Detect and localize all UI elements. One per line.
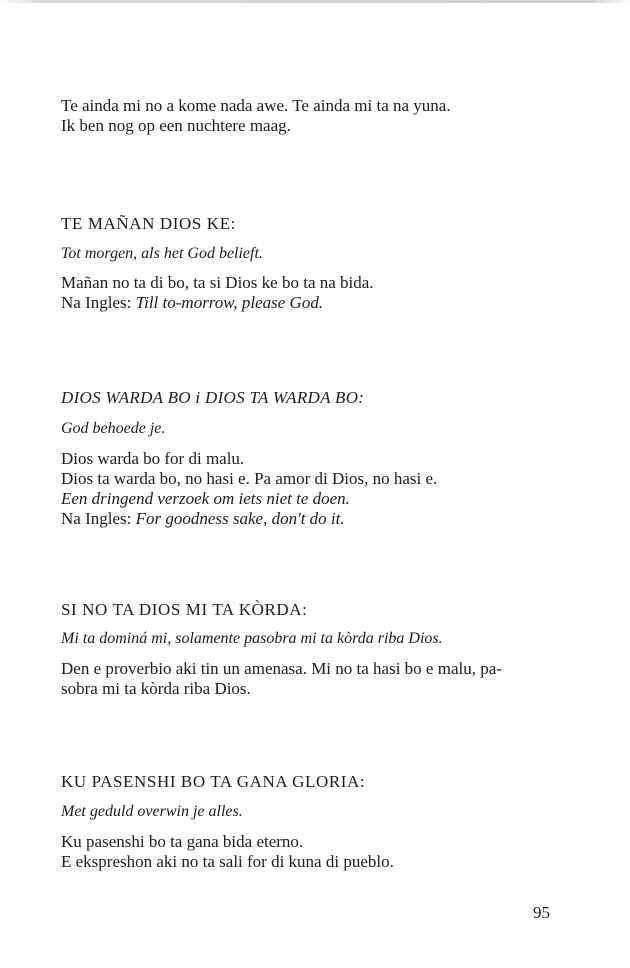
- section-body-line: Een dringend verzoek om iets niet te doen.: [61, 489, 350, 508]
- section-body-line: Ku pasenshi bo ta gana bida eterno.: [61, 832, 304, 851]
- section-translation: Tot morgen, als het God belieft.: [61, 245, 263, 262]
- english-translation: For goodness sake, don't do it.: [135, 509, 345, 528]
- section-ku-pasenshi: [61, 772, 561, 872]
- section-translation: God behoede je.: [61, 420, 166, 437]
- section-body-line: Dios ta warda bo, no hasi e. Pa amor di Dios, no hasi e.: [61, 469, 438, 488]
- section-body-line: sobra mi ta kòrda riba Dios.: [61, 679, 251, 698]
- top-edge-rule: [0, 0, 630, 3]
- section-heading: DIOS WARDA BO i DIOS TA WARDA BO:: [61, 388, 365, 407]
- intro-line-1: Te ainda mi no a kome nada awe. Te ainda mi ta na yuna.: [61, 96, 451, 115]
- section-translation: Met geduld overwin je alles.: [61, 803, 243, 820]
- section-body-line: [61, 293, 561, 313]
- english-prefix: Na Ingles:: [61, 293, 136, 312]
- section-heading: SI NO TA DIOS MI TA KÒRDA:: [61, 600, 308, 619]
- section-body-line: [61, 509, 561, 529]
- section-heading: TE MAÑAN DIOS KE:: [61, 214, 236, 233]
- section-body-line: Dios warda bo for di malu.: [61, 449, 245, 468]
- section-heading: KU PASENSHI BO TA GANA GLORIA:: [61, 772, 366, 791]
- section-body-line: E ekspreshon aki no ta sali for di kuna di pueblo.: [61, 852, 394, 871]
- section-te-manan-dios-ke: [61, 214, 561, 313]
- section-translation: Mi ta dominá mi, solamente pasobra mi ta kòrda riba Dios.: [61, 630, 443, 647]
- page-number: 95: [533, 903, 550, 922]
- intro-block: [61, 96, 561, 136]
- section-body-line: Den e proverbio aki tin un amenasa. Mi no ta hasi bo e malu, pa-: [61, 659, 502, 678]
- section-body-line: Mañan no ta di bo, ta si Dios ke bo ta na bida.: [61, 273, 374, 292]
- section-si-no-ta-dios: [61, 600, 561, 699]
- english-translation: Till to-morrow, please God.: [135, 293, 324, 312]
- english-prefix: Na Ingles:: [61, 509, 136, 528]
- intro-line-2: Ik ben nog op een nuchtere maag.: [61, 116, 291, 135]
- section-dios-warda-bo: [61, 388, 561, 529]
